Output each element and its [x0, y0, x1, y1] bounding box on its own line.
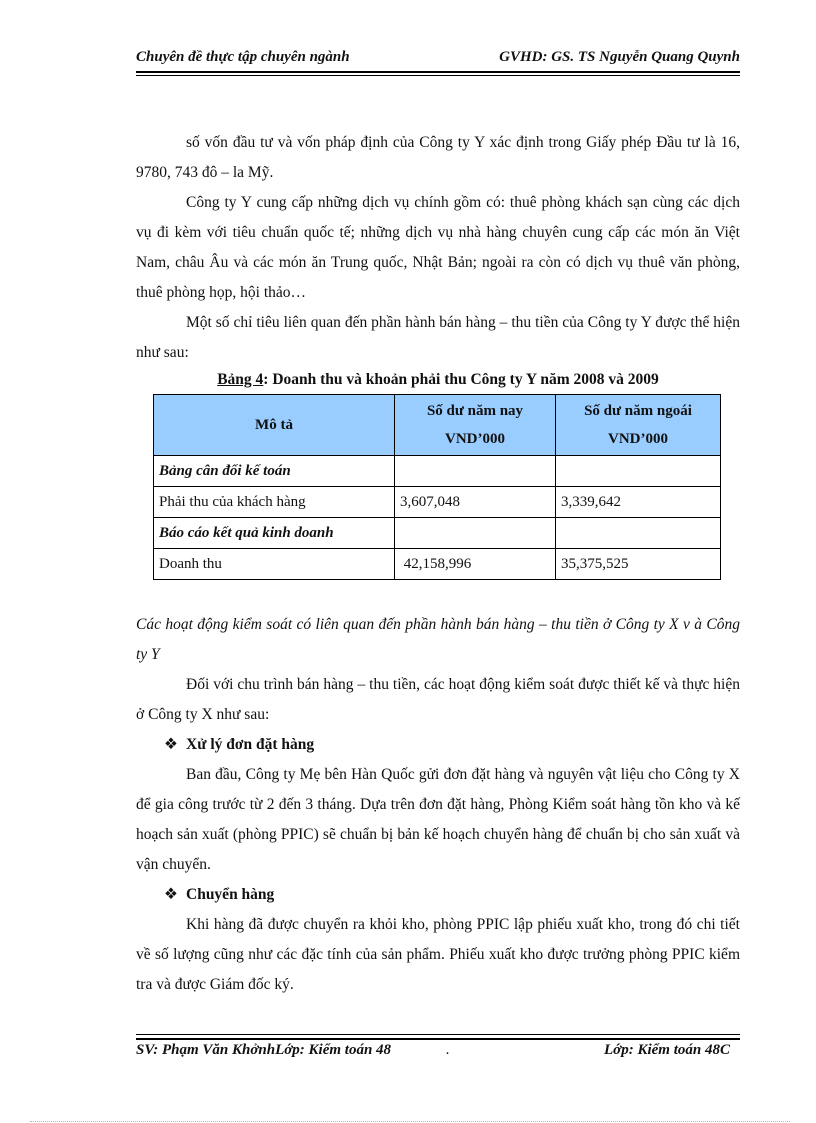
paragraph-services: Công ty Y cung cấp những dịch vụ chính gồm có: thuê phòng khách sạn cùng các dịch vụ đi kèm với tiêu chuẩn quốc tế; những dịch vụ nhà hàng chuyên cung cấp các món ăn Việt Nam, châu Âu và các món ăn Trung quốc, Nhật Bản; ngoài ra còn có dịch vụ thuê văn phòng, thuê phòng họp, hội thảo…: [136, 194, 740, 301]
table-caption-text: : Doanh thu và khoản phải thu Công ty Y năm 2008 và 2009: [263, 371, 659, 388]
paragraph-shipping: Khi hàng đã được chuyển ra khỏi kho, phòng PPIC lập phiếu xuất kho, trong đó chi tiết về số lượng cũng như các đặc tính của sản phẩm. Phiếu xuất kho được trưởng phòng PPIC kiểm tra và được Giám đốc ký.: [136, 916, 740, 993]
diamond-bullet-icon: ❖: [164, 736, 178, 753]
row-current: [395, 518, 556, 549]
paragraph-controls-intro: Đối với chu trình bán hàng – thu tiền, các hoạt động kiểm soát được thiết kế và thực hiện ở Công ty X như sau:: [136, 676, 740, 723]
bullet-order-processing: [136, 730, 740, 760]
row-label: Bảng cân đối kế toán: [154, 456, 395, 487]
header-current-year: Số dư năm nay VND’000: [395, 395, 556, 456]
section-heading: Các hoạt động kiểm soát có liên quan đến phần hành bán hàng – thu tiền ở Công ty X v à Công ty Y: [136, 616, 740, 663]
table-row: [154, 487, 721, 518]
diamond-bullet-icon: ❖: [164, 886, 178, 903]
header-previous-year: Số dư năm ngoái VND’000: [556, 395, 721, 456]
row-previous: [556, 518, 721, 549]
paragraph-capital: số vốn đầu tư và vốn pháp định của Công ty Y xác định trong Giấy phép Đầu tư là 16, 9780, 743 đô – la Mỹ.: [136, 134, 740, 181]
footer-class: Lớp: Kiểm toán 48C: [604, 1042, 730, 1058]
footer-dot: .: [446, 1042, 450, 1058]
revenue-table: [153, 394, 721, 580]
footer-student: SV: Phạm Văn KhởnhLớp: Kiểm toán 48: [136, 1042, 392, 1058]
table-row: [154, 549, 721, 580]
row-current: [395, 456, 556, 487]
header-description: Mô tả: [154, 395, 395, 456]
bullet-title: Chuyển hàng: [186, 886, 275, 903]
row-label: Doanh thu: [154, 549, 395, 580]
bullet-title: Xử lý đơn đặt hàng: [186, 736, 315, 753]
row-label: Phải thu của khách hàng: [154, 487, 395, 518]
footer-rule-thin: [136, 1034, 740, 1035]
paragraph-indicators: Một số chỉ tiêu liên quan đến phần hành bán hàng – thu tiền của Công ty Y được thể hiện như sau:: [136, 314, 740, 361]
row-previous: 35,375,525: [556, 549, 721, 580]
page-footer: [136, 1042, 740, 1059]
header-supervisor: GVHD: GS. TS Nguyễn Quang Quynh: [499, 49, 740, 65]
document-body: [136, 128, 740, 1000]
row-current: 3,607,048: [395, 487, 556, 518]
table-header-row: [154, 395, 721, 456]
row-previous: 3,339,642: [556, 487, 721, 518]
bullet-shipping: [136, 880, 740, 910]
row-previous: [556, 456, 721, 487]
table-row: [154, 518, 721, 549]
header-course-title: Chuyên đề thực tập chuyên ngành: [136, 49, 350, 65]
paragraph-order-processing: Ban đầu, Công ty Mẹ bên Hàn Quốc gửi đơn đặt hàng và nguyên vật liệu cho Công ty X để gia công trước từ 2 đến 3 tháng. Dựa trên đơn đặt hàng, Phòng Kiểm soát hàng tồn kho và kế hoạch sản xuất (phòng PPIC) sẽ chuẩn bị bản kế hoạch chuyển hàng để chuẩn bị cho sản xuất và vận chuyển.: [136, 766, 740, 873]
page-header: [136, 49, 740, 66]
table-caption: [136, 368, 740, 392]
page-edge: [30, 1121, 790, 1122]
header-rule: [136, 71, 740, 73]
header-rule-thin: [136, 75, 740, 76]
row-current: 42,158,996: [395, 549, 556, 580]
footer-rule: [136, 1038, 740, 1040]
row-label: Báo cáo kết quả kinh doanh: [154, 518, 395, 549]
table-caption-label: Bảng 4: [217, 371, 264, 388]
table-row: [154, 456, 721, 487]
